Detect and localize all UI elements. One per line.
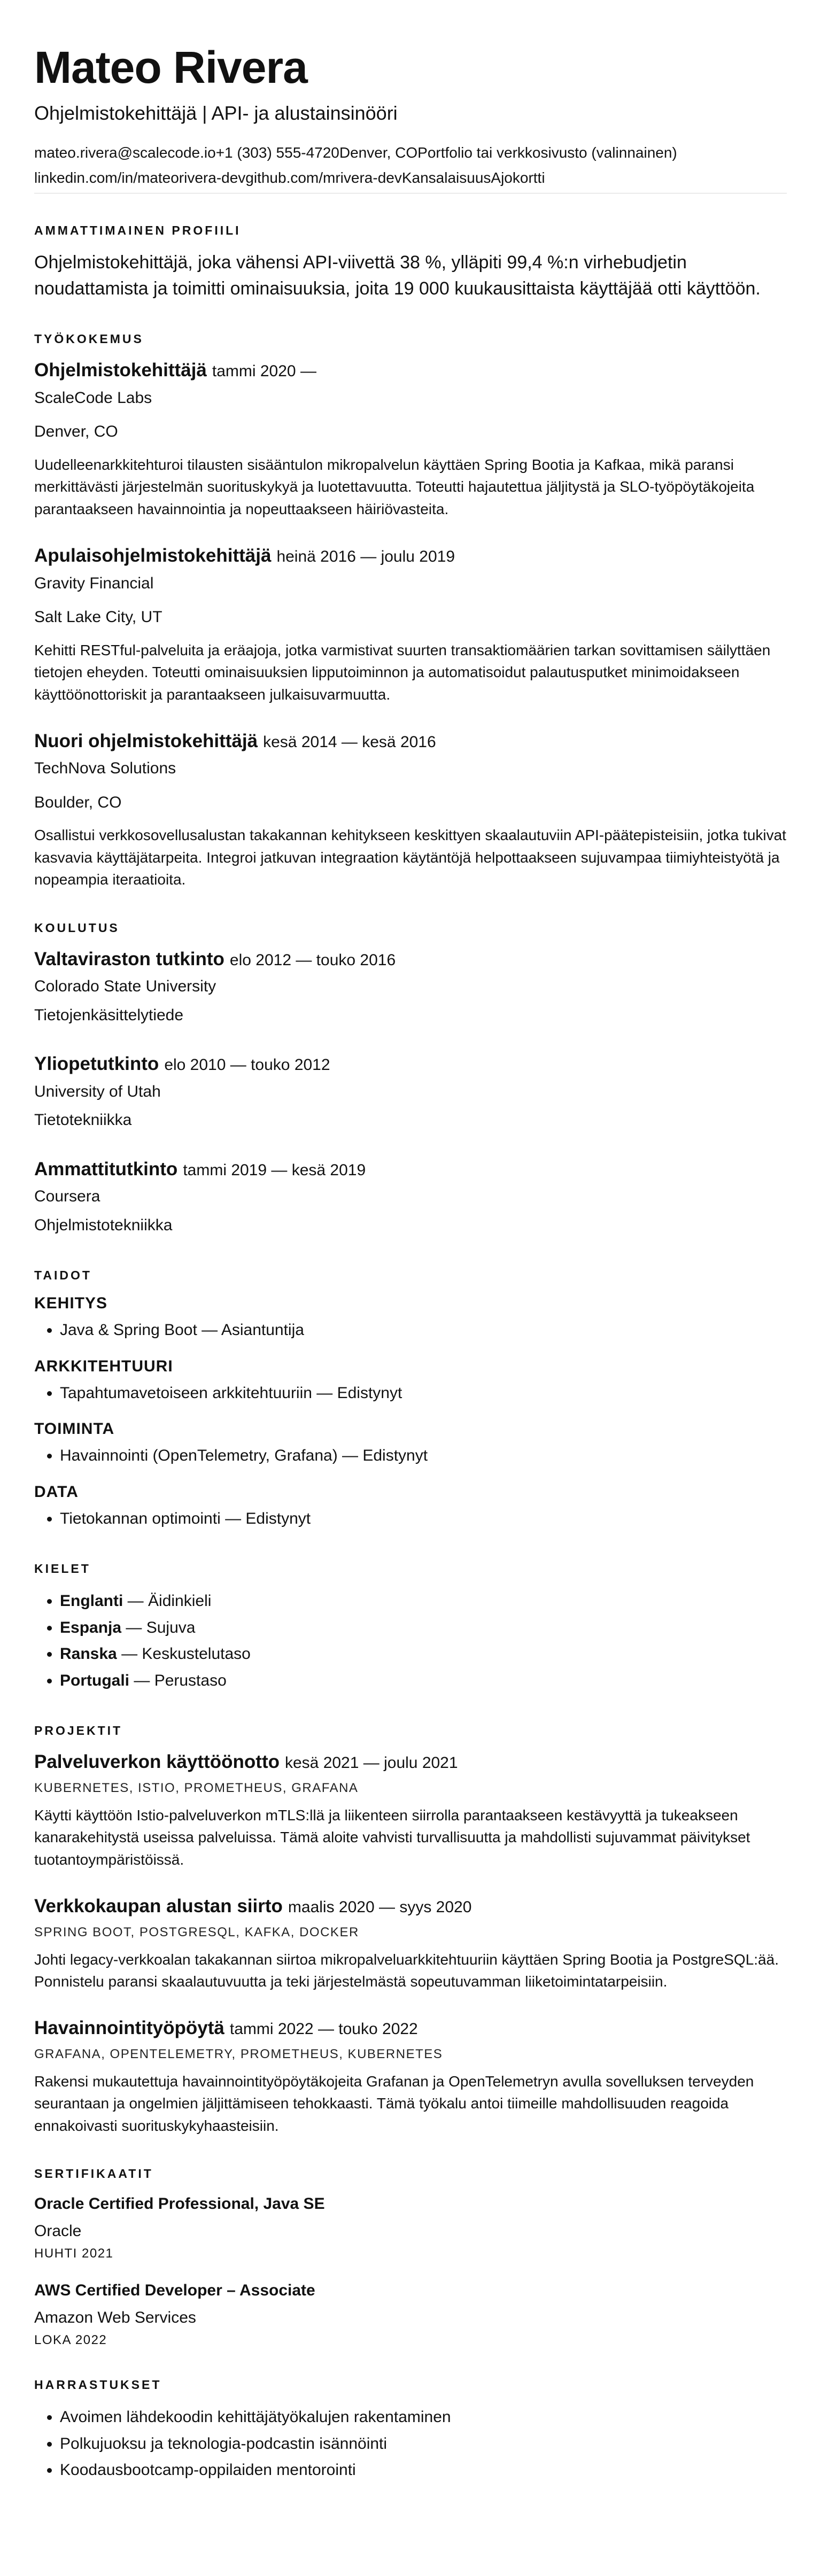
skill-groups bbox=[34, 1294, 787, 1532]
language-name: Espanja bbox=[60, 1618, 122, 1636]
degree: Valtaviraston tutkinto bbox=[34, 948, 224, 969]
language-level: Äidinkieli bbox=[148, 1592, 212, 1610]
candidate-name: Mateo Rivera bbox=[34, 42, 307, 92]
hobby-list bbox=[34, 2404, 787, 2484]
job-location: Salt Lake City, UT bbox=[34, 608, 162, 626]
project-title: Verkkokaupan alustan siirto bbox=[34, 1896, 283, 1917]
language-level: Perustaso bbox=[154, 1671, 227, 1689]
job-title: Apulaisohjelmistokehittäjä bbox=[34, 545, 272, 567]
skill-list bbox=[34, 1506, 787, 1532]
certification-date: LOKA 2022 bbox=[34, 2333, 107, 2348]
certification-issuer: Amazon Web Services bbox=[34, 2309, 196, 2327]
portfolio-link[interactable]: Portfolio tai verkkosivusto (valinnainen) bbox=[417, 144, 677, 161]
project-entry bbox=[34, 2016, 787, 2137]
project-tech: SPRING BOOT, POSTGRESQL, KAFKA, DOCKER bbox=[34, 1925, 359, 1939]
project-description: Johti legacy-verkkoalan takakannan siirtoa mikropalveluarkkitehtuuriin käyttäen Spring Bootia ja PostgreSQL:ää. Ponnistelu paransi skaalautuvuutta ja teki järjestelmästä sopeutuvamman liiketoimintatarpeisiin. bbox=[34, 1951, 779, 1990]
profile-section bbox=[34, 223, 787, 302]
project-description: Rakensi mukautettuja havainnointityöpöytäkojeita Grafanan ja OpenTelemetryn avulla sovelluksen terveyden seurantaan ja ongelmien jäljittämiseen tehokkaasti. Tämä työkalu antoi tiimeille mahdollisuuden reagoida ennakoivasti suorituskykyhaasteisiin. bbox=[34, 2073, 754, 2134]
education-entry bbox=[34, 947, 787, 1029]
school: University of Utah bbox=[34, 1082, 161, 1100]
section-heading: TAIDOT bbox=[34, 1268, 92, 1283]
language-item: • Espanja — Sujuva bbox=[60, 1615, 787, 1641]
education-entry bbox=[34, 1157, 787, 1239]
skill-list bbox=[34, 1380, 787, 1407]
job-dates: heinä 2016 — joulu 2019 bbox=[276, 548, 455, 566]
field-of-study: Tietotekniikka bbox=[34, 1111, 132, 1129]
skill-item: • Java & Spring Boot — Asiantuntija bbox=[60, 1317, 787, 1344]
job-description: Kehitti RESTful-palveluita ja eräajoja, jotka varmistivat suurten transaktiomäärien tarkan sovittamisen säilyttäen tietojen eheyden. Toteutti ominaisuuksien lipputoiminnon ja automatisoidut palautusputket minimoidakseen käyttöönottoriskit ja parantaakseen julkaisuvarmuutta. bbox=[34, 641, 771, 703]
language-name: Portugali bbox=[60, 1671, 130, 1689]
skills-section bbox=[34, 1268, 787, 1532]
hobby-item: • Koodausbootcamp-oppilaiden mentorointi bbox=[60, 2457, 787, 2484]
project-entry bbox=[34, 1894, 787, 1992]
language-list bbox=[34, 1588, 787, 1694]
company: Gravity Financial bbox=[34, 574, 154, 592]
degree: Yliopetutkinto bbox=[34, 1053, 159, 1075]
projects-section bbox=[34, 1724, 787, 2137]
project-entry bbox=[34, 1750, 787, 1871]
certification-issuer: Oracle bbox=[34, 2222, 82, 2240]
language-name: Ranska bbox=[60, 1645, 117, 1663]
certification-date: HUHTI 2021 bbox=[34, 2246, 114, 2261]
candidate-title: Ohjelmistokehittäjä | API- ja alustainsinööri bbox=[34, 102, 398, 125]
job-description: Uudelleenarkkitehturoi tilausten sisääntulon mikropalvelun käyttäen Spring Bootia ja Kafkaa, mikä paransi merkittävästi järjestelmän suorituskykyä ja luotettavuutta. Toteutti hajautettua jäljitystä ja SLO-työpöytäkojeita parantaakseen havainnointia ja nopeuttaakseen häiriövasteita. bbox=[34, 456, 755, 517]
citizenship: Kansalaisuus bbox=[401, 169, 491, 187]
job-location: Denver, CO bbox=[34, 423, 118, 441]
job-location: Boulder, CO bbox=[34, 793, 122, 811]
project-title: Palveluverkon käyttöönotto bbox=[34, 1751, 280, 1773]
field-of-study: Tietojenkäsittelytiede bbox=[34, 1006, 184, 1024]
skill-item: • Tapahtumavetoiseen arkkitehtuuriin — Edistynyt bbox=[60, 1380, 787, 1407]
skill-item: • Tietokannan optimointi — Edistynyt bbox=[60, 1506, 787, 1532]
hobbies-section bbox=[34, 2378, 787, 2484]
certification-name: AWS Certified Developer – Associate bbox=[34, 2282, 315, 2300]
job-title: Nuori ohjelmistokehittäjä bbox=[34, 730, 258, 751]
education-entry bbox=[34, 1052, 787, 1134]
skill-list bbox=[34, 1442, 787, 1469]
profile-summary: Ohjelmistokehittäjä, joka vähensi API-viivettä 38 %, ylläpiti 99,4 %:n virhebudjetin noudattamista ja toimitti ominaisuuksia, joita 19 000 kuukausittaista käyttäjää otti käyttöön. bbox=[34, 252, 761, 299]
project-tech: GRAFANA, OPENTELEMETRY, PROMETHEUS, KUBERNETES bbox=[34, 2046, 443, 2061]
section-heading: PROJEKTIT bbox=[34, 1724, 123, 1738]
skill-category: DATA bbox=[34, 1483, 79, 1501]
project-title: Havainnointityöpöytä bbox=[34, 2018, 224, 2039]
phone[interactable]: +1 (303) 555-4720 bbox=[215, 144, 339, 161]
degree: Ammattitutkinto bbox=[34, 1158, 178, 1180]
contact-row-1 bbox=[34, 140, 787, 166]
project-tech: KUBERNETES, ISTIO, PROMETHEUS, GRAFANA bbox=[34, 1780, 359, 1795]
certifications-section bbox=[34, 2167, 787, 2348]
education-dates: elo 2012 — touko 2016 bbox=[229, 951, 396, 969]
certification-name: Oracle Certified Professional, Java SE bbox=[34, 2195, 325, 2213]
certification-entry bbox=[34, 2279, 787, 2348]
language-name: Englanti bbox=[60, 1592, 123, 1610]
job-dates: kesä 2014 — kesä 2016 bbox=[263, 733, 436, 751]
skill-category: TOIMINTA bbox=[34, 1420, 115, 1438]
section-heading: KIELET bbox=[34, 1562, 91, 1576]
language-item: • Englanti — Äidinkieli bbox=[60, 1588, 787, 1615]
skill-item: • Havainnointi (OpenTelemetry, Grafana) — Edistynyt bbox=[60, 1442, 787, 1469]
section-heading: AMMATTIMAINEN PROFIILI bbox=[34, 223, 241, 237]
experience-entry bbox=[34, 358, 787, 520]
contact-info bbox=[34, 140, 787, 191]
section-heading: TYÖKOKEMUS bbox=[34, 332, 144, 346]
resume-header bbox=[34, 43, 787, 193]
linkedin-link[interactable]: linkedin.com/in/mateorivera-dev bbox=[34, 169, 246, 187]
hobby-item: • Avoimen lähdekoodin kehittäjätyökalujen rakentaminen bbox=[60, 2404, 787, 2431]
job-dates: tammi 2020 — bbox=[212, 362, 316, 381]
school: Colorado State University bbox=[34, 977, 216, 996]
job-title: Ohjelmistokehittäjä bbox=[34, 360, 207, 381]
skill-category: ARKKITEHTUURI bbox=[34, 1357, 173, 1375]
language-item: • Portugali — Perustaso bbox=[60, 1667, 787, 1694]
language-item: • Ranska — Keskustelutaso bbox=[60, 1641, 787, 1667]
email[interactable]: mateo.rivera@scalecode.io bbox=[34, 144, 216, 161]
experience-entry bbox=[34, 729, 787, 891]
skill-category: KEHITYS bbox=[34, 1294, 108, 1313]
languages-section bbox=[34, 1562, 787, 1694]
experience-section bbox=[34, 332, 787, 890]
company: ScaleCode Labs bbox=[34, 389, 152, 407]
project-dates: kesä 2021 — joulu 2021 bbox=[284, 1754, 458, 1772]
education-dates: tammi 2019 — kesä 2019 bbox=[183, 1161, 366, 1179]
hobby-item: • Polkujuoksu ja teknologia-podcastin isännöinti bbox=[60, 2431, 787, 2457]
company: TechNova Solutions bbox=[34, 759, 176, 778]
school: Coursera bbox=[34, 1188, 100, 1206]
language-level: Keskustelutaso bbox=[142, 1645, 251, 1663]
project-dates: maalis 2020 — syys 2020 bbox=[288, 1898, 472, 1917]
section-heading: SERTIFIKAATIT bbox=[34, 2167, 153, 2181]
project-description: Käytti käyttöön Istio-palveluverkon mTLS:llä ja liikenteen siirrolla parantaakseen kestävyyttä ja tukeakseen kanarakehitystä useissa palveluissa. Tämä aloite vahvisti turvallisuutta ja mahdollisti sujuvammat päivitykset tuotantoympäristöissä. bbox=[34, 1806, 750, 1868]
language-level: Sujuva bbox=[146, 1618, 196, 1636]
experience-entry bbox=[34, 544, 787, 705]
drivers-license: Ajokortti bbox=[491, 169, 545, 187]
education-section bbox=[34, 921, 787, 1239]
education-dates: elo 2010 — touko 2012 bbox=[164, 1056, 330, 1074]
project-dates: tammi 2022 — touko 2022 bbox=[229, 2020, 418, 2038]
github-link[interactable]: github.com/mrivera-dev bbox=[245, 169, 402, 187]
section-heading: HARRASTUKSET bbox=[34, 2378, 162, 2392]
skill-list bbox=[34, 1317, 787, 1344]
job-description: Osallistui verkkosovellusalustan takakannan kehitykseen keskittyen skaalautuviin API-päätepisteisiin, jotka tukivat kasvavia käyttäjätarpeita. Integroi jatkuvan integraation käytäntöjä helpottaakseen sujuvampaa tiimiyhteistyötä ja nopeampia iteraatioita. bbox=[34, 827, 786, 888]
location: Denver, CO bbox=[339, 144, 418, 161]
section-heading: KOULUTUS bbox=[34, 920, 120, 935]
field-of-study: Ohjelmistotekniikka bbox=[34, 1216, 173, 1234]
contact-row-2 bbox=[34, 165, 787, 191]
certification-entry bbox=[34, 2193, 787, 2261]
